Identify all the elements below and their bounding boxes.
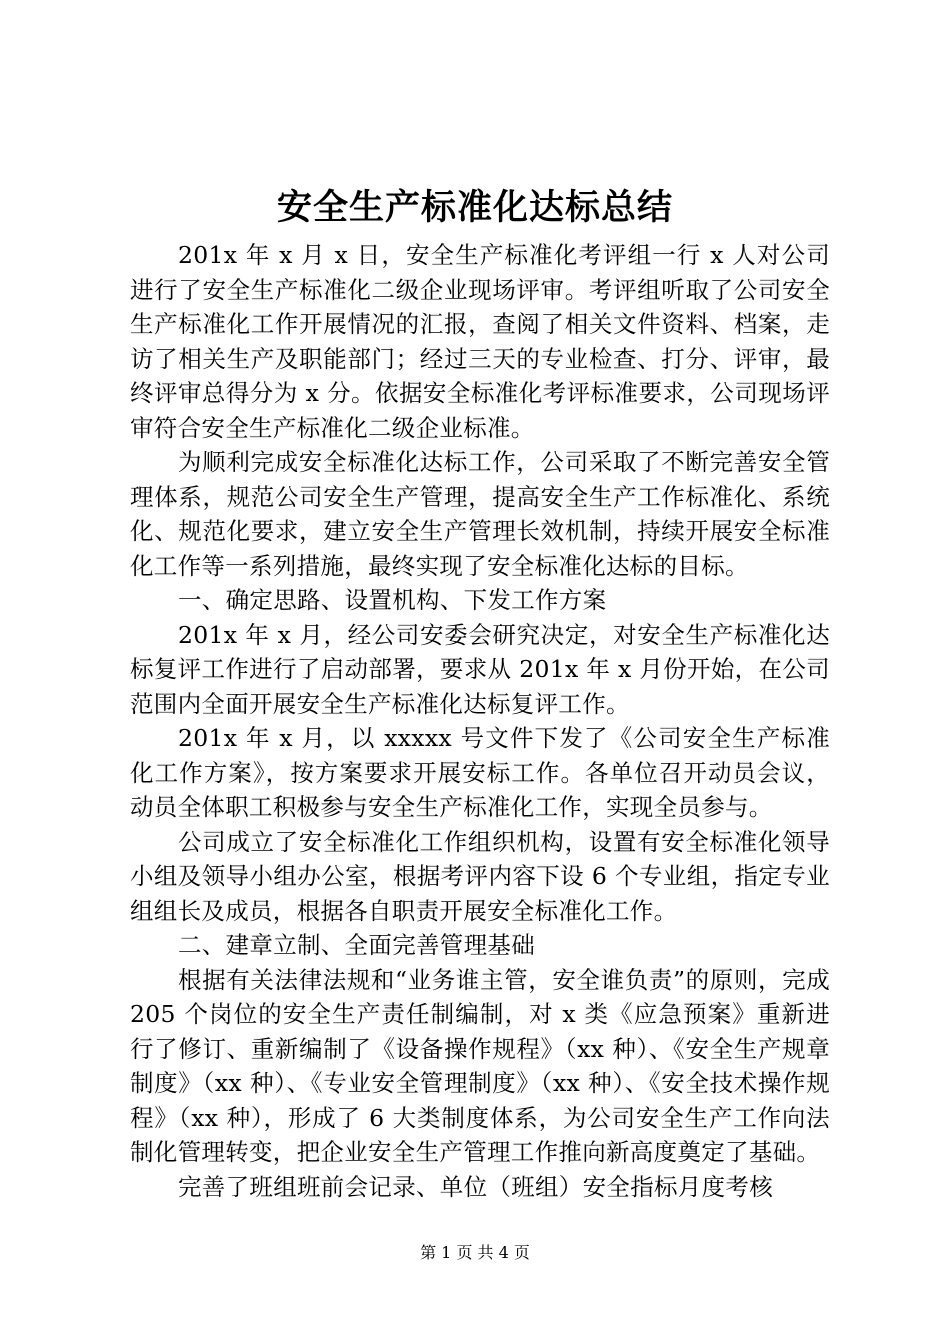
paragraph-work-plan: 201x 年 x 月，以 xxxxx 号文件下发了《公司安全生产标准化工作方案》，按方案要求开展安标工作。各单位召开动员会议，动员全体职工积极参与安全生产标准化工作，实现全员参与。 — [130, 724, 830, 821]
paragraph-team-records: 完善了班组班前会记录、单位（班组）安全指标月度考核 — [178, 1172, 773, 1201]
paragraph-measures: 为顺利完成安全标准化达标工作，公司采取了不断完善安全管理体系，规范公司安全生产管理，提高安全生产工作标准化、系统化、规范化要求，建立安全生产管理长效机制，持续开展安全标准化工作等一系列措施，最终实现了安全标准化达标的目标。 — [130, 448, 830, 580]
paragraph-intro: 201x 年 x 月 x 日，安全生产标准化考评组一行 x 人对公司进行了安全生产标准化二级企业现场评审。考评组听取了公司安全生产标准化工作开展情况的汇报，查阅了相关文件资料、档案，走访了相关生产及职能部门；经过三天的专业检查、打分、评审，最终评审总得分为 x 分。依据安全标准化考评标准要求，公司现场评审符合安全生产标准化二级企业标准。 — [130, 241, 830, 442]
section-heading-2: 二、建章立制、全面完善管理基础 — [178, 931, 535, 959]
paragraph-organization: 公司成立了安全标准化工作组织机构，设置有安全标准化领导小组及领导小组办公室，根据考评内容下设 6 个专业组，指定专业组组长及成员，根据各自职责开展安全标准化工作。 — [130, 827, 830, 925]
section-heading-1: 一、确定思路、设置机构、下发工作方案 — [178, 586, 607, 614]
document-body — [130, 238, 830, 1204]
document-title: 安全生产标准化达标总结 — [276, 188, 673, 228]
paragraph-deployment: 201x 年 x 月，经公司安委会研究决定，对安全生产标准化达标复评工作进行了启动部署，要求从 201x 年 x 月份开始，在公司范围内全面开展安全生产标准化达标复评工作。 — [130, 620, 830, 718]
page-footer: 第 1 页 共 4 页 — [420, 1243, 530, 1262]
paragraph-regulations: 根据有关法律法规和“业务谁主管，安全谁负责”的原则，完成 205 个岗位的安全生产责任制编制，对 x 类《应急预案》重新进行了修订、重新编制了《设备操作规程》（xx 种）、《安全生产规章制度》（xx 种）、《专业安全管理制度》（xx 种）、《安全技术操作规程》（xx 种），形成了 6 大类制度体系，为公司安全生产工作向法制化管理转变，把企业安全生产管理工作推向新高度奠定了基础。 — [130, 965, 830, 1166]
